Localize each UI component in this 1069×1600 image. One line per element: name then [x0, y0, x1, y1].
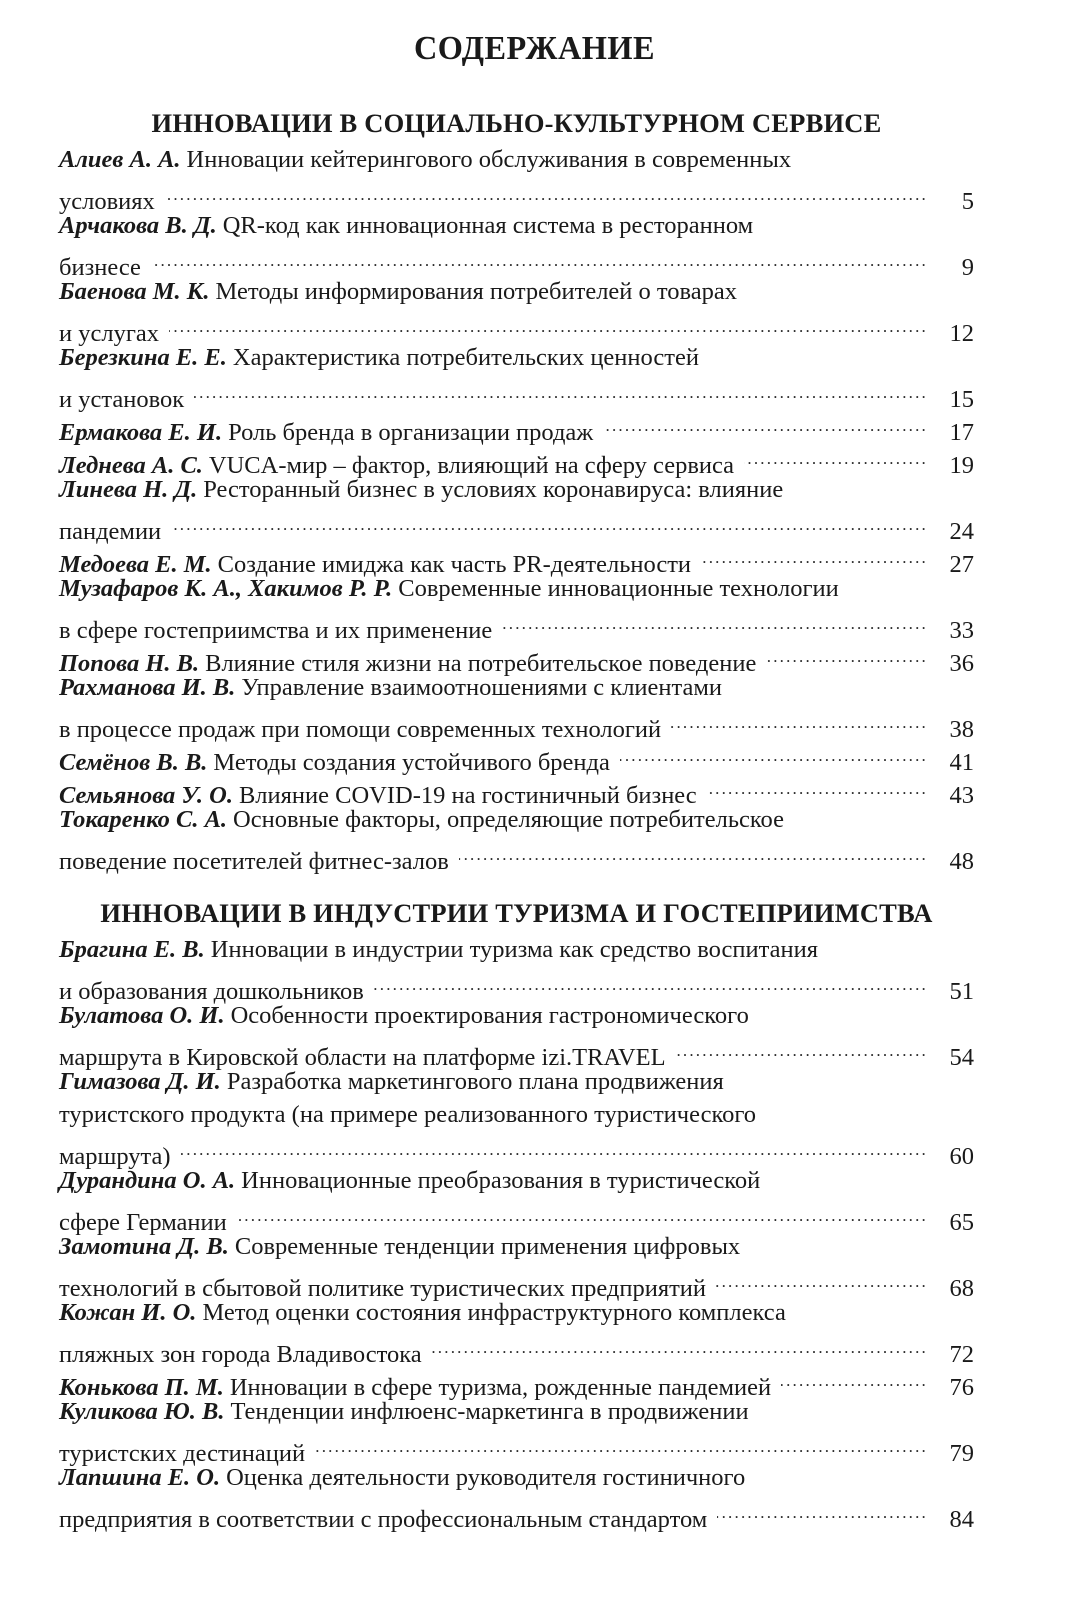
toc-entry[interactable]: [59, 1230, 974, 1302]
entry-author: Музафаров К. А., Хакимов Р. Р.: [59, 575, 393, 602]
dot-leader: [169, 308, 928, 341]
toc-entry-line: [59, 1263, 974, 1302]
entry-title-text: VUCA-мир – фактор, влияющий на сферу сервиса: [208, 452, 735, 479]
entry-title-text: Создание имиджа как часть PR-деятельности: [217, 551, 692, 578]
entry-title-text: поведение посетителей фитнес-залов: [59, 848, 449, 875]
page-number[interactable]: 84: [949, 1506, 974, 1533]
dot-leader: [315, 1428, 928, 1461]
entry-title-text: Влияние COVID-19 на гостиничный бизнес: [238, 782, 697, 809]
dot-leader: [171, 506, 928, 539]
toc-entry-line: [59, 473, 974, 506]
entry-title-text: и услугах: [59, 320, 160, 347]
toc-entry[interactable]: [59, 1065, 974, 1170]
entry-title-text: Оценка деятельности руководителя гостиничного: [226, 1464, 746, 1491]
entry-author: Брагина Е. В.: [59, 936, 205, 963]
entry-title-text: QR-код как инновационная система в ресторанном: [222, 212, 754, 239]
dot-leader: [707, 770, 928, 803]
toc-entry-line: [59, 407, 974, 446]
page-number[interactable]: 33: [949, 617, 974, 644]
page-number[interactable]: 12: [949, 320, 974, 347]
page-number[interactable]: 15: [949, 386, 974, 413]
page-number[interactable]: 5: [961, 188, 974, 215]
toc-entry[interactable]: [59, 209, 974, 281]
dot-leader: [744, 440, 928, 473]
entry-title-text: Ресторанный бизнес в условиях коронавируса: влияние: [203, 476, 784, 503]
entry-author: Конькова П. М.: [59, 1374, 224, 1401]
toc-entry-line: [59, 999, 974, 1032]
toc-entry-line: [59, 1461, 974, 1494]
page-number[interactable]: 51: [949, 978, 974, 1005]
entry-title-text: Инновации в индустрии туризма как средство воспитания: [210, 936, 818, 963]
toc-entry-line: [59, 605, 974, 644]
entry-author: Семьянова У. О.: [59, 782, 233, 809]
page-number[interactable]: 48: [949, 848, 974, 875]
entry-title-text: в сфере гостеприимства и их применение: [59, 617, 493, 644]
entry-author: Арчакова В. Д.: [59, 212, 217, 239]
dot-leader: [603, 407, 928, 440]
entry-author: Кожан И. О.: [59, 1299, 197, 1326]
dot-leader: [459, 836, 928, 869]
entry-title-text: пандемии: [59, 518, 162, 545]
toc-entry-line: [59, 506, 974, 545]
toc-entry-line: [59, 803, 974, 836]
page-number[interactable]: 79: [949, 1440, 974, 1467]
entry-title-text: предприятия в соответствии с профессиональным стандартом: [59, 1506, 708, 1533]
toc-entry[interactable]: [59, 275, 974, 347]
dot-leader: [781, 1362, 928, 1395]
entry-title-text: Роль бренда в организации продаж: [228, 419, 594, 446]
toc-entry[interactable]: [59, 143, 974, 215]
page-number[interactable]: 68: [949, 1275, 974, 1302]
toc-entry-line: [59, 374, 974, 413]
toc-entry[interactable]: [59, 933, 974, 1005]
entry-title-text: Тенденции инфлюенс-маркетинга в продвижении: [230, 1398, 749, 1425]
entry-title-text: Инновации в сфере туризма, рожденные пандемией: [229, 1374, 772, 1401]
toc-entry-line: [59, 1065, 974, 1098]
toc-entry-line: [59, 1098, 974, 1131]
dot-leader: [151, 242, 928, 275]
entry-author: Семёнов В. В.: [59, 749, 208, 776]
entry-title-text: Особенности проектирования гастрономического: [230, 1002, 749, 1029]
toc-entry[interactable]: [59, 1164, 974, 1236]
page-number[interactable]: 60: [949, 1143, 974, 1170]
entry-title-text: Инновации кейтерингового обслуживания в современных: [186, 146, 792, 173]
toc-entry-line: [59, 1230, 974, 1263]
entry-author: Дурандина О. А.: [59, 1167, 236, 1194]
entry-title-text: Метод оценки состояния инфраструктурного комплекса: [202, 1299, 786, 1326]
entry-title-text: пляжных зон города Владивостока: [59, 1341, 422, 1368]
toc-entry[interactable]: [59, 341, 974, 413]
page-number[interactable]: 54: [949, 1044, 974, 1071]
entry-author: Токаренко С. А.: [59, 806, 228, 833]
toc-entry-line: [59, 1329, 974, 1368]
toc-entry-line: [59, 933, 974, 966]
page-number[interactable]: 72: [949, 1341, 974, 1368]
dot-leader: [620, 737, 928, 770]
toc-entry[interactable]: [59, 572, 974, 644]
toc-entry-line: [59, 836, 974, 875]
entry-title-text: и установок: [59, 386, 185, 413]
entry-title-text: в процессе продаж при помощи современных технологий: [59, 716, 662, 743]
dot-leader: [181, 1131, 928, 1164]
toc-section: [59, 893, 974, 1533]
entry-title-text: условиях: [59, 188, 155, 215]
entry-title-text: маршрута в Кировской области на платформе izi.TRAVEL: [59, 1044, 666, 1071]
dot-leader: [374, 966, 928, 999]
entry-author: Замотина Д. В.: [59, 1233, 229, 1260]
entry-title-text: маршрута): [59, 1143, 171, 1170]
entry-author: Березкина Е. Е.: [59, 344, 227, 371]
page-title: СОДЕРЖАНИЕ: [413, 30, 656, 67]
entry-title-text: Управление взаимоотношениями с клиентами: [241, 674, 723, 701]
toc-section: [59, 103, 974, 875]
entry-author: Леднева А. С.: [59, 452, 203, 479]
toc-entry[interactable]: [59, 803, 974, 875]
dot-leader: [432, 1329, 928, 1362]
toc-entry[interactable]: [59, 671, 974, 743]
dot-leader: [165, 176, 928, 209]
entry-author: Ермакова Е. И.: [59, 419, 223, 446]
dot-leader: [237, 1197, 928, 1230]
entry-title-text: и образования дошкольников: [59, 978, 364, 1005]
entry-title-text: Характеристика потребительских ценностей: [232, 344, 699, 371]
entry-author: Рахманова И. В.: [59, 674, 236, 701]
page-number[interactable]: 36: [949, 650, 974, 677]
page-number[interactable]: 76: [949, 1374, 974, 1401]
toc-entry-line: [59, 704, 974, 743]
toc-entry-line: [59, 1164, 974, 1197]
entry-author: Баенова М. К.: [59, 278, 210, 305]
toc-entry-line: [59, 1131, 974, 1170]
toc-entry[interactable]: [59, 1461, 974, 1533]
section-heading: ИННОВАЦИИ В ИНДУСТРИИ ТУРИЗМА И ГОСТЕПРИИМСТВА: [100, 898, 933, 928]
entry-author: Куликова Ю. В.: [59, 1398, 225, 1425]
toc-entry-line: [59, 539, 974, 578]
toc-entry-line: [59, 966, 974, 1005]
entry-title-text: Методы создания устойчивого бренда: [213, 749, 610, 776]
entry-author: Алиев А. А.: [59, 146, 181, 173]
page-number[interactable]: 19: [949, 452, 974, 479]
dot-leader: [716, 1263, 928, 1296]
dot-leader: [717, 1494, 928, 1527]
entry-author: Медоева Е. М.: [59, 551, 212, 578]
entry-title-text: Современные инновационные технологии: [398, 575, 839, 602]
page-number[interactable]: 27: [949, 551, 974, 578]
toc-entry-line: [59, 572, 974, 605]
toc-entry-line: [59, 209, 974, 242]
entry-title-text: туристского продукта (на примере реализованного туристического: [59, 1101, 757, 1128]
entry-title-text: Разработка маркетингового плана продвижения: [226, 1068, 724, 1095]
entry-author: Попова Н. В.: [59, 650, 200, 677]
toc-entry-line: [59, 671, 974, 704]
entry-title-text: Влияние стиля жизни на потребительское поведение: [205, 650, 757, 677]
toc-entry-line: [59, 242, 974, 281]
entry-title-text: бизнесе: [59, 254, 141, 281]
toc-entry[interactable]: [59, 539, 974, 578]
toc-entry-line: [59, 176, 974, 215]
dot-leader: [701, 539, 928, 572]
dot-leader: [671, 704, 928, 737]
entry-title-text: Инновационные преобразования в туристической: [241, 1167, 761, 1194]
toc-entry-line: [59, 275, 974, 308]
entry-author: Гимазова Д. И.: [59, 1068, 221, 1095]
dot-leader: [766, 638, 928, 671]
page-number[interactable]: 41: [949, 749, 974, 776]
toc-entry-line: [59, 1197, 974, 1236]
entry-author: Лапшина Е. О.: [59, 1464, 221, 1491]
entry-title-text: Методы информирования потребителей о товарах: [215, 278, 738, 305]
page-number[interactable]: 65: [949, 1209, 974, 1236]
entry-title-text: Основные факторы, определяющие потребительское: [233, 806, 784, 833]
entry-title-text: технологий в сбытовой политике туристических предприятий: [59, 1275, 707, 1302]
entry-author: Линева Н. Д.: [59, 476, 198, 503]
toc-entry-line: [59, 1428, 974, 1467]
dot-leader: [194, 374, 928, 407]
toc-entry-line: [59, 1494, 974, 1533]
toc-entry[interactable]: [59, 1395, 974, 1467]
entry-title-text: туристских дестинаций: [59, 1440, 306, 1467]
page-number[interactable]: 17: [949, 419, 974, 446]
page-number[interactable]: 38: [949, 716, 974, 743]
toc-entry-line: [59, 1395, 974, 1428]
section-heading: ИННОВАЦИИ В СОЦИАЛЬНО-КУЛЬТУРНОМ СЕРВИСЕ: [151, 108, 882, 138]
toc-entry-line: [59, 1296, 974, 1329]
dot-leader: [676, 1032, 928, 1065]
dot-leader: [502, 605, 928, 638]
entry-title-text: Современные тенденции применения цифровых: [234, 1233, 741, 1260]
entry-title-text: сфере Германии: [59, 1209, 227, 1236]
page-number[interactable]: 24: [949, 518, 974, 545]
toc-entry[interactable]: [59, 407, 974, 446]
toc-entry[interactable]: [59, 473, 974, 545]
page-number[interactable]: 9: [961, 254, 974, 281]
toc-entry-line: [59, 143, 974, 176]
page-number[interactable]: 43: [949, 782, 974, 809]
toc-entry-line: [59, 341, 974, 374]
toc-entry[interactable]: [59, 999, 974, 1071]
toc-entry[interactable]: [59, 1296, 974, 1368]
toc-entry-line: [59, 1032, 974, 1071]
toc-entry-line: [59, 308, 974, 347]
entry-author: Булатова О. И.: [59, 1002, 225, 1029]
